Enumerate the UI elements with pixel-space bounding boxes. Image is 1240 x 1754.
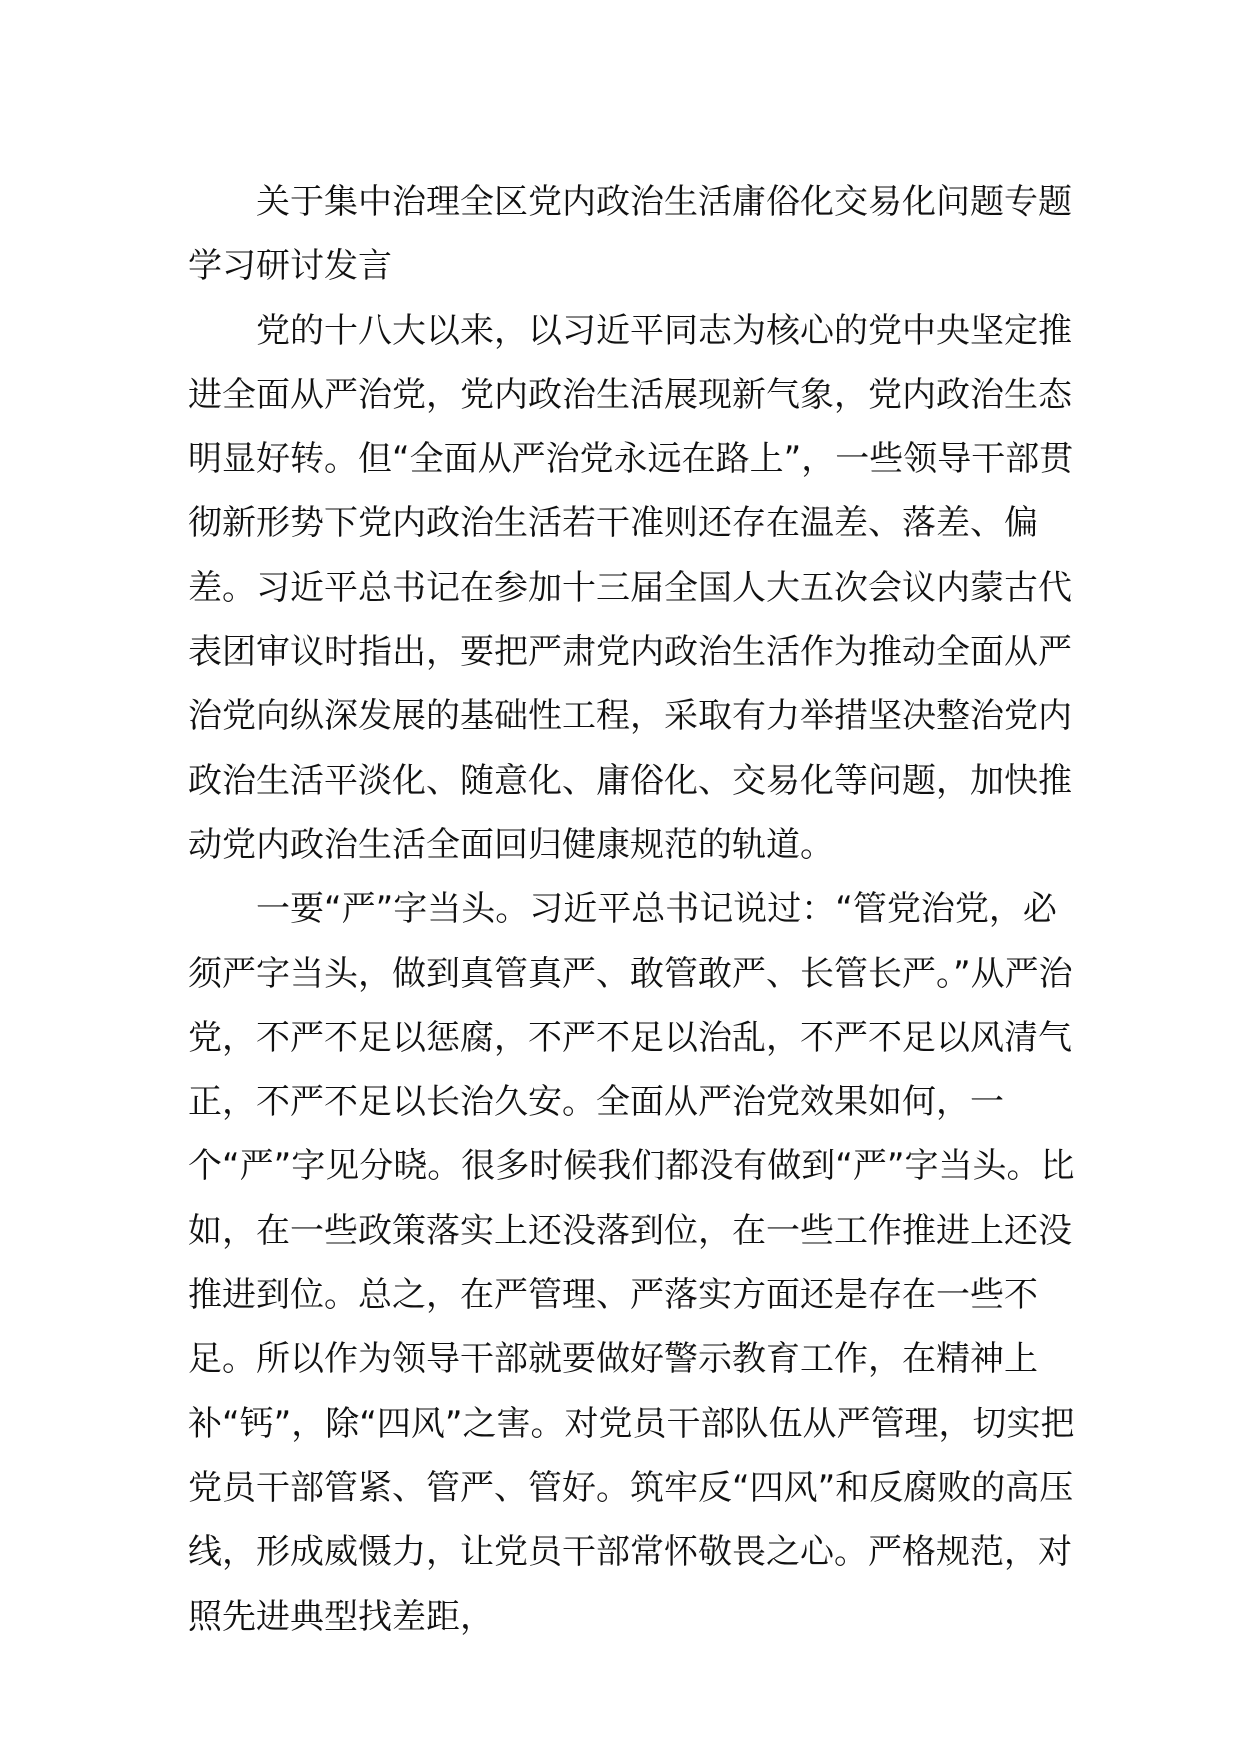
document-title: 关于集中治理全区党内政治生活庸俗化交易化问题专题学习研讨发言: [188, 182, 1072, 287]
paragraph-intro: 党的十八大以来，以习近平同志为核心的党中央坚定推进全面从严治党，党内政治生活展现新气象，党内政治生态明显好转。但“全面从严治党永远在路上”，一些领导干部贯彻新形势下党内政治生活若干准则还存在温差、落差、偏差。习近平总书记在参加十三届全国人大五次会议内蒙古代表团审议时指出，要把严肃党内政治生活作为推动全面从严治党向纵深发展的基础性工程，采取有力举措坚决整治党内政治生活平淡化、随意化、庸俗化、交易化等问题，加快推动党内政治生活全面回归健康规范的轨道。: [188, 310, 1074, 865]
document-body: [188, 170, 1088, 1649]
paragraph-point-one: 一要“严”字当头。习近平总书记说过：“管党治党，必须严字当头，做到真管真严、敢管敢严、长管长严。”从严治党，不严不足以惩腐，不严不足以治乱，不严不足以风清气正，不严不足以长治久安。全面从严治党效果如何，一个“严”字见分晓。很多时候我们都没有做到“严”字当头。比如，在一些政策落实上还没落到位，在一些工作推进上还没推进到位。总之，在严管理、严落实方面还是存在一些不足。所以作为领导干部就要做好警示教育工作，在精神上补“钙”，除“四风”之害。对党员干部队伍从严管理，切实把党员干部管紧、管严、管好。筑牢反“四风”和反腐败的高压线，形成威慑力，让党员干部常怀敬畏之心。严格规范，对照先进典型找差距，: [188, 889, 1075, 1637]
